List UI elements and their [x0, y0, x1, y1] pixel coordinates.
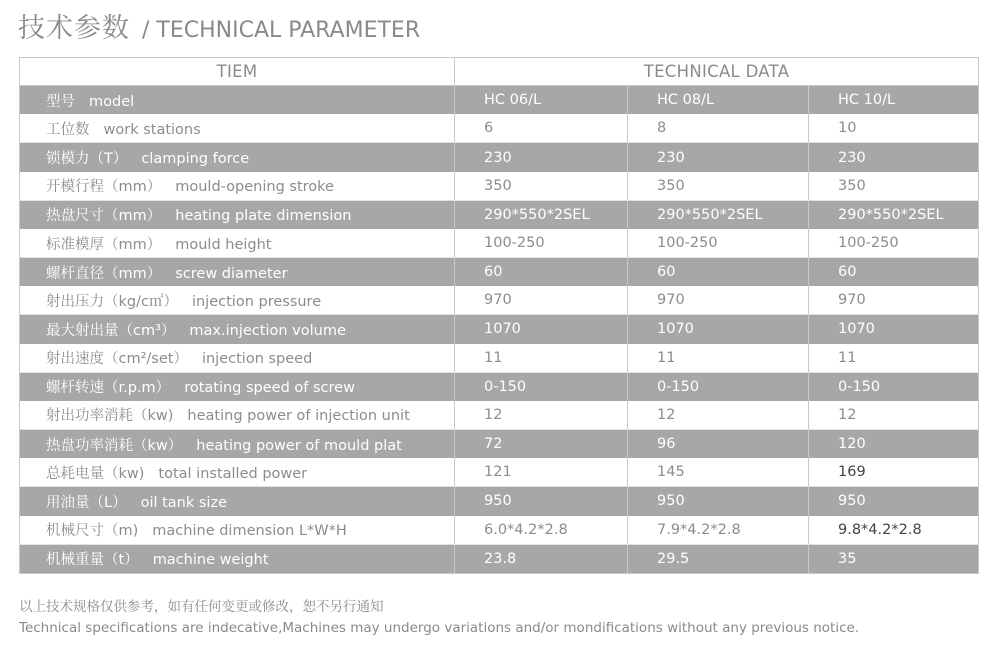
spec-value-cell: 6.0*4.2*2.8	[455, 516, 628, 545]
spec-value-cell: 950	[455, 487, 628, 516]
data-column-header: TECHNICAL DATA	[455, 58, 979, 86]
spec-value-cell: 8	[628, 114, 809, 143]
spec-item-cn: 机械尺寸（m)	[46, 523, 139, 540]
spec-item-cell	[20, 286, 455, 315]
spec-item-en: machine weight	[152, 552, 269, 569]
table-row	[20, 544, 979, 573]
table-row	[20, 200, 979, 229]
spec-value-cell: 970	[455, 286, 628, 315]
spec-item-cn: 开模行程（mm）	[46, 179, 162, 196]
spec-item-en: mould-opening stroke	[175, 179, 334, 196]
spec-value-cell: 11	[809, 344, 979, 373]
spec-table	[19, 57, 979, 574]
spec-item-cell	[20, 86, 455, 115]
spec-item-cn: 型号	[46, 93, 75, 110]
table-row	[20, 372, 979, 401]
spec-value-cell: 950	[809, 487, 979, 516]
spec-value-cell: 0-150	[628, 372, 809, 401]
spec-item-cn: 螺杆直径（mm）	[46, 265, 162, 282]
spec-value-cell: 12	[628, 401, 809, 430]
spec-item-en: oil tank size	[140, 494, 227, 511]
footnote-en: Technical specifications are indecative,Machines may undergo variations and/or mondifications without any previous notice.	[19, 620, 860, 636]
spec-value-cell: 290*550*2SEL	[809, 200, 979, 229]
spec-value-cell: 350	[628, 172, 809, 201]
spec-value-cell: 12	[455, 401, 628, 430]
spec-item-cn: 热盘功率消耗（kw）	[46, 437, 183, 454]
spec-item-cn: 射出功率消耗（kw)	[46, 408, 174, 425]
table-row	[20, 143, 979, 172]
spec-value-cell: 96	[628, 430, 809, 459]
spec-item-en: total installed power	[158, 465, 308, 482]
spec-value-cell: 350	[455, 172, 628, 201]
spec-item-cell	[20, 487, 455, 516]
spec-value-cell: 120	[809, 430, 979, 459]
spec-item-cn: 工位数	[46, 121, 90, 138]
spec-item-en: rotating speed of screw	[184, 380, 355, 397]
spec-item-cell	[20, 430, 455, 459]
spec-item-cn: 射出速度（cm²/set）	[46, 351, 188, 368]
spec-value-cell: 11	[455, 344, 628, 373]
spec-item-en: model	[89, 93, 135, 110]
spec-item-en: heating power of injection unit	[187, 408, 410, 425]
spec-item-cn: 用油量（L）	[46, 494, 127, 511]
footnote	[19, 597, 859, 639]
spec-item-cell	[20, 344, 455, 373]
footnote-cn: 以上技术规格仅供参考，如有任何变更或修改，恕不另行通知	[19, 599, 384, 615]
spec-item-cn: 机械重量（t）	[46, 552, 139, 569]
spec-item-cn: 射出压力（kg/c㎡）	[46, 293, 178, 310]
spec-item-cell	[20, 258, 455, 287]
table-header-row	[20, 58, 979, 86]
page-header	[18, 6, 420, 45]
spec-value-cell: 230	[455, 143, 628, 172]
spec-value-cell: 970	[628, 286, 809, 315]
spec-value-cell: 60	[628, 258, 809, 287]
spec-value-cell: 121	[455, 458, 628, 487]
spec-item-cell	[20, 372, 455, 401]
spec-item-cell	[20, 229, 455, 258]
table-row	[20, 430, 979, 459]
spec-value-cell: 60	[455, 258, 628, 287]
spec-item-en: machine dimension L*W*H	[152, 523, 347, 540]
spec-value-cell: 100-250	[455, 229, 628, 258]
spec-value-cell: 35	[809, 544, 979, 573]
spec-item-cn: 标准模厚（mm）	[46, 236, 162, 253]
table-row	[20, 172, 979, 201]
spec-item-en: heating plate dimension	[175, 208, 352, 225]
table-row	[20, 487, 979, 516]
spec-value-cell: 290*550*2SEL	[628, 200, 809, 229]
spec-value-cell: 290*550*2SEL	[455, 200, 628, 229]
spec-item-en: injection pressure	[191, 293, 322, 310]
spec-value-cell: 970	[809, 286, 979, 315]
table-row	[20, 458, 979, 487]
spec-item-en: mould height	[175, 236, 272, 253]
spec-value-cell: 145	[628, 458, 809, 487]
table-row	[20, 516, 979, 545]
table-row	[20, 114, 979, 143]
spec-item-cell	[20, 516, 455, 545]
spec-value-cell: 100-250	[628, 229, 809, 258]
spec-item-cell	[20, 200, 455, 229]
spec-item-cell	[20, 172, 455, 201]
spec-item-cn: 锁模力（T）	[46, 151, 128, 168]
spec-table-body	[20, 58, 979, 574]
spec-item-cn: 热盘尺寸（mm）	[46, 208, 162, 225]
spec-value-cell: 1070	[809, 315, 979, 344]
spec-item-en: screw diameter	[175, 265, 288, 282]
spec-value-cell: 7.9*4.2*2.8	[628, 516, 809, 545]
spec-value-cell: 9.8*4.2*2.8	[809, 516, 979, 545]
page-title-cn: 技术参数	[18, 13, 130, 44]
spec-value-cell: 0-150	[455, 372, 628, 401]
table-row	[20, 344, 979, 373]
spec-item-cn: 总耗电量（kw)	[46, 465, 145, 482]
spec-item-cell	[20, 143, 455, 172]
table-row	[20, 286, 979, 315]
item-column-header: TIEM	[20, 58, 455, 86]
spec-item-cell	[20, 114, 455, 143]
spec-value-cell: 29.5	[628, 544, 809, 573]
spec-value-cell: 0-150	[809, 372, 979, 401]
spec-value-cell: 23.8	[455, 544, 628, 573]
spec-value-cell: 72	[455, 430, 628, 459]
spec-value-cell: 230	[809, 143, 979, 172]
spec-value-cell: 11	[628, 344, 809, 373]
spec-value-cell: 230	[628, 143, 809, 172]
spec-item-cn: 螺杆转速（r.p.m）	[46, 380, 171, 397]
spec-value-cell: 6	[455, 114, 628, 143]
spec-value-cell: 10	[809, 114, 979, 143]
table-row	[20, 401, 979, 430]
spec-value-cell: 1070	[455, 315, 628, 344]
spec-value-cell: HC 06/L	[455, 86, 628, 115]
spec-item-en: heating power of mould plat	[196, 437, 402, 454]
table-row	[20, 315, 979, 344]
spec-item-cn: 最大射出量（cm³）	[46, 322, 176, 339]
spec-value-cell: HC 10/L	[809, 86, 979, 115]
page-title-en: / TECHNICAL PARAMETER	[142, 18, 421, 43]
spec-value-cell: 60	[809, 258, 979, 287]
spec-value-cell: 1070	[628, 315, 809, 344]
spec-item-cell	[20, 315, 455, 344]
spec-item-en: clamping force	[141, 151, 250, 168]
spec-item-cell	[20, 458, 455, 487]
spec-item-cell	[20, 544, 455, 573]
table-row	[20, 258, 979, 287]
spec-item-cell	[20, 401, 455, 430]
spec-value-cell: 169	[809, 458, 979, 487]
table-row	[20, 86, 979, 115]
table-row	[20, 229, 979, 258]
spec-value-cell: 950	[628, 487, 809, 516]
spec-item-en: work stations	[103, 121, 201, 138]
spec-value-cell: 350	[809, 172, 979, 201]
spec-value-cell: HC 08/L	[628, 86, 809, 115]
spec-item-en: max.injection volume	[189, 322, 346, 339]
spec-value-cell: 100-250	[809, 229, 979, 258]
spec-value-cell: 12	[809, 401, 979, 430]
spec-item-en: injection speed	[201, 351, 313, 368]
